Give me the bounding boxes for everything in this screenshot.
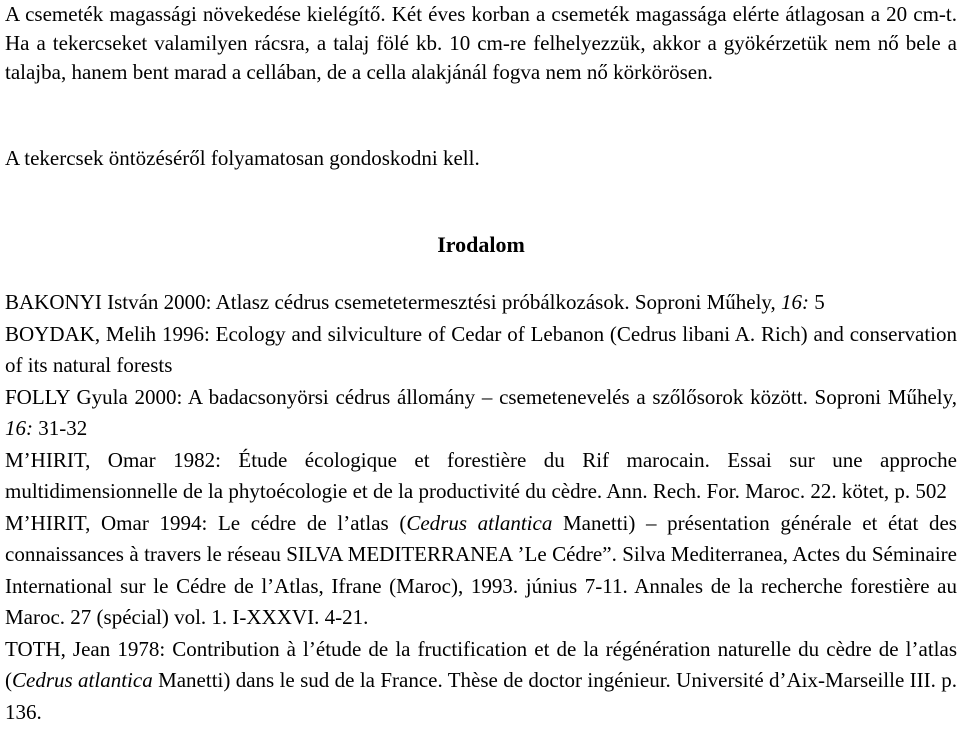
- reference-text: FOLLY Gyula 2000: A badacsonyörsi cédrus állomány – csemetenevelés a szőlősorok között. Soproni Műhely,: [5, 384, 957, 409]
- reference-text: BAKONYI István 2000: Atlasz cédrus csemetetermesztési próbálkozások. Soproni Műhely,: [5, 290, 782, 314]
- reference-item-mhirit-1994: [5, 508, 957, 634]
- reference-text: BOYDAK, Melih 1996: Ecology and silviculture of Cedar of Lebanon (Cedrus libani A. Rich) and conservation of its natural forests: [5, 321, 957, 377]
- reference-text: M’HIRIT, Omar 1994: Le cédre de l’atlas (: [5, 510, 407, 535]
- reference-text: TOTH, Jean 1978: Contribution à l’étude de la fructification et de la régénération naturelle du cèdre de l’atlas (: [5, 636, 957, 692]
- section-heading: Irodalom: [437, 232, 525, 257]
- reference-species-name: Cedrus atlantica: [406, 510, 553, 535]
- reference-species-name: Cedrus atlantica: [12, 668, 153, 692]
- body-paragraph-1: A csemeték magassági növekedése kielégítő. Két éves korban a csemeték magassága elérte átlagosan a 20 cm-t. Ha a tekercseket valamilyen rácsra, a talaj fölé kb. 10 cm-re felhelyezzük, akkor a gyökérzetük nem nő bele a talajba, hanem bent marad a cellában, de a cella alakjánál fogva nem nő körkörösen.: [5, 2, 957, 84]
- reference-volume: 16:: [5, 416, 33, 440]
- reference-item-boydak: [5, 319, 957, 382]
- reference-text-continued: Manetti) dans le sud de la France. Thèse de doctor ingénieur. Université d’Aix-Marseille III. p. 136.: [5, 668, 957, 724]
- reference-list: [5, 287, 957, 728]
- reference-volume: 16:: [781, 290, 810, 314]
- reference-pages: 5: [809, 290, 825, 314]
- reference-item-folly: [5, 382, 957, 445]
- body-paragraph-2: A tekercsek öntözéséről folyamatosan gondoskodni kell.: [5, 146, 480, 170]
- reference-item-mhirit-1982: [5, 445, 957, 508]
- reference-text-continued: Manetti) – présentation générale et état des connaissances à travers le réseau SILVA MEDITERRANEA ’Le Cédre”. Silva Mediterranea, Actes du Séminaire International sur le Cédre de l’Atlas, Ifrane (Maroc), 1993. június 7-11. Annales de la recherche forestière au Maroc. 27 (spécial) vol. 1. I-XXXVI. 4-21.: [5, 510, 957, 629]
- reference-item-toth: [5, 634, 957, 729]
- reference-text: M’HIRIT, Omar 1982: Étude écologique et forestière du Rif marocain. Essai sur une approche multidimensionnelle de la phytoécologie et de la productivité du cèdre. Ann. Rech. For. Maroc. 22. kötet, p. 502: [5, 447, 957, 503]
- reference-pages: 31-32: [33, 416, 88, 440]
- reference-item-bakonyi: [5, 287, 957, 319]
